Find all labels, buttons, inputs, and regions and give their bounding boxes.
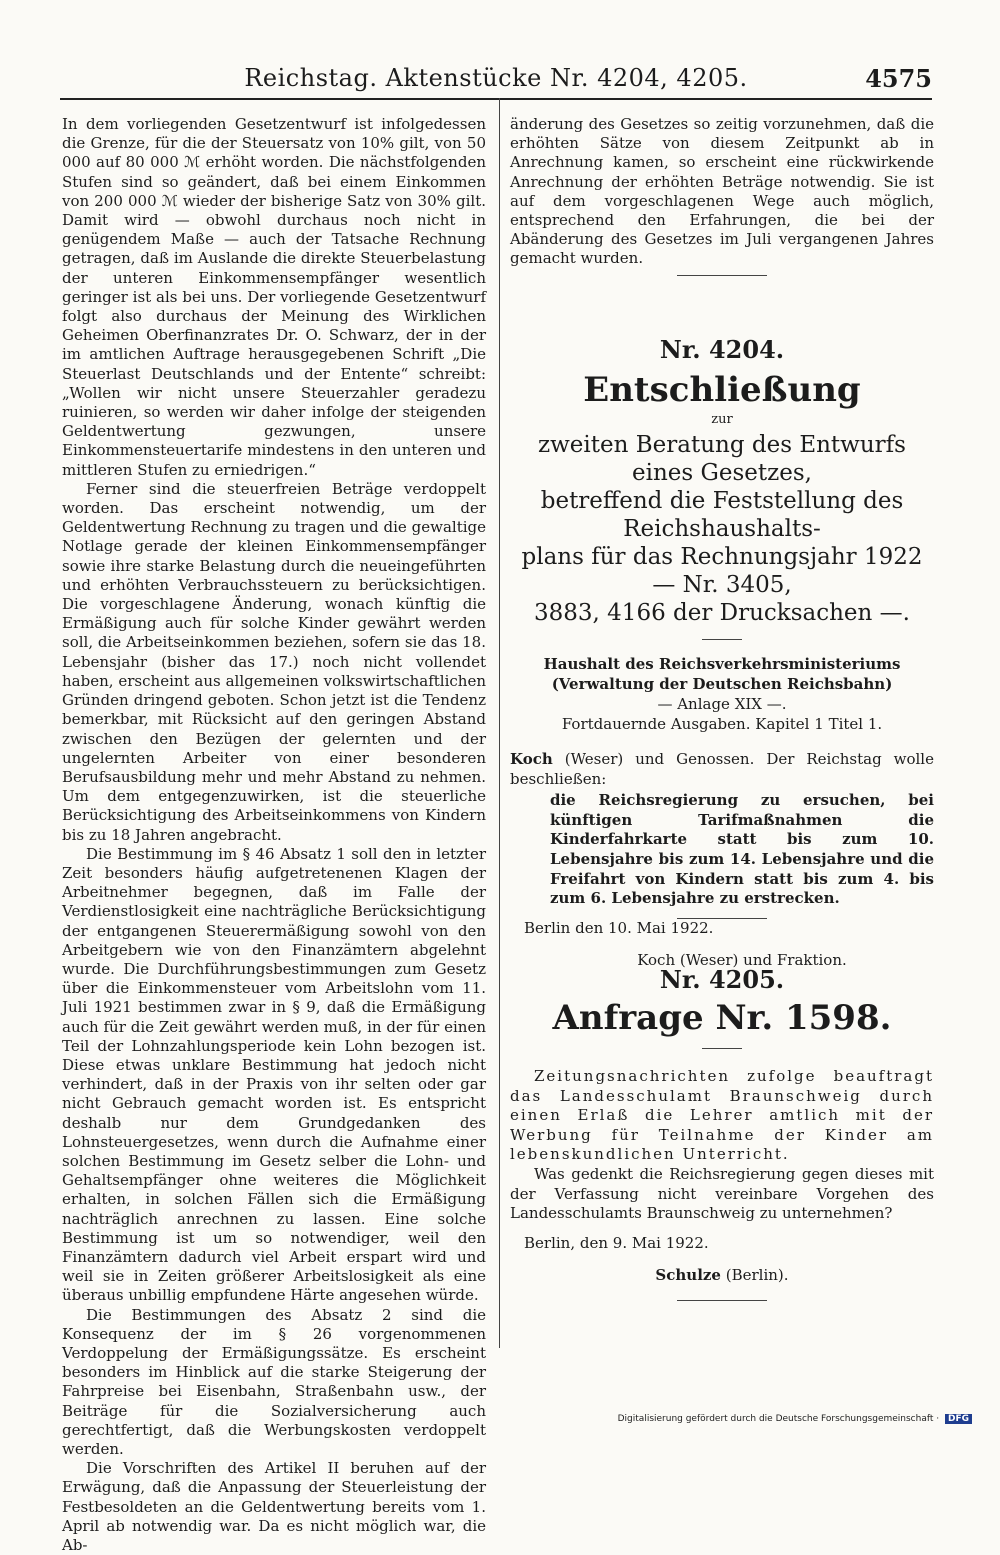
section-number: Nr. 4204.	[659, 335, 785, 364]
section-4204	[510, 335, 934, 970]
signature-place: (Berlin).	[725, 1266, 789, 1285]
motion-signature: Koch (Weser) und Fraktion.	[637, 951, 847, 970]
divider-2	[510, 918, 934, 919]
footer-text: Digitalisierung gefördert durch die Deutsche Forschungsgemeinschaft ·	[617, 1414, 940, 1424]
page-number: 4575	[865, 64, 932, 93]
inquiry-paragraph-2: Was gedenkt die Reichsregierung gegen dieses mit der Verfassung nicht vereinbare Vorgehen des Landesschulamts Braunschweig zu unternehmen?	[510, 1164, 934, 1223]
section-number-4205: Nr. 4205.	[659, 965, 785, 994]
right-paragraph-continuation: änderung des Gesetzes so zeitig vorzunehmen, daß die erhöhten Sätze von diesem Zeitpunkt ab in Anrechnung kamen, so erscheint eine rückwirkende Anrechnung der erhöhten Beträge notwendig. Sie ist auf dem vorgeschlagenen Wege auch möglich, entsprechend den Erfahrungen, die bei der Abänderung des Gesetzes im Juli vergangenen Jahres gemacht wurden.	[510, 115, 934, 268]
section-title: Entschließung	[583, 370, 861, 410]
section-4205	[510, 965, 934, 1285]
subtitle-line-4: 3883, 4166 der Drucksachen —.	[534, 600, 910, 626]
motion-date: Berlin den 10. Mai 1922.	[524, 918, 714, 937]
left-paragraph-2: Ferner sind die steuerfreien Beträge verdoppelt worden. Das erscheint notwendig, um der Geldentwertung Rechnung zu tragen und die gewaltige Notlage gerade der kleinen Einkommensempfänger sowie ihre starke Belastung durch die neueingeführten und erhöhten Verbrauchssteuern zu berücksichtigen. Die vorgeschlagene Änderung, wonach künftig die Ermäßigung auch für solche Kinder gewährt werden soll, die Arbeitseinkommen beziehen, sofern sie das 18. Lebensjahr (bisher das 17.) noch nicht vollendet haben, erscheint aus allgemeinen volkswirtschaftlichen Gründen dringend geboten. Schon jetzt ist die Tendenz bemerkbar, mit Rücksicht auf den geringen Abstand zwischen den Bezügen der gelernten und der ungelernten Arbeiter von einer besonderen Berufsausbildung mehr und mehr Abstand zu nehmen. Um dem entgegenzuwirken, ist die steuerliche Berücksichtigung des Arbeitseinkommens von Kindern bis zu 18 Jahren angebracht.	[62, 479, 486, 844]
section-title-4205: Anfrage Nr. 1598.	[552, 998, 892, 1038]
left-paragraph-4: Die Bestimmungen des Absatz 2 sind die Konsequenz der im § 26 vorgenommenen Verdoppelung der Ermäßigungssätze. Es erscheint besonders im Hinblick auf die starke Steigerung der Fahrpreise bei Eisenbahn, Straßenbahn usw., der Beiträge für die Sozialversicherung auch gerechtfertigt, daß die Werbungskosten verdoppelt werden.	[62, 1305, 486, 1459]
kapitel-line: Fortdauernde Ausgaben. Kapitel 1 Titel 1.	[561, 715, 883, 733]
header-title: Reichstag. Aktenstücke Nr. 4204, 4205.	[244, 64, 748, 92]
left-paragraph-1: In dem vorliegenden Gesetzentwurf ist infolgedessen die Grenze, für die der Steuersatz von 10% gilt, von 50 000 auf 80 000 ℳ erhöht worden. Die nächstfolgenden Stufen sind so geändert, daß bei einem Einkommen von 200 000 ℳ wieder der bisherige Satz von 30% gilt. Damit wird — obwohl durchaus noch nicht in genügendem Maße — auch der Tatsache Rechnung getragen, daß im Auslande die direkte Steuerbelastung der unteren Einkommensempfänger wesentlich geringer ist als bei uns. Der vorliegende Gesetzentwurf folgt also durchaus der Meinung des Wirklichen Geheimen Oberfinanzrates Dr. O. Schwarz, der in der im amtlichen Auftrage herausgegebenen Schrift „Die Steuerlast Deutschlands und der Entente“ schreibt: „Wollen wir nicht unsere Steuerzahler geradezu ruinieren, so werden wir daher infolge der steigenden Geldentwertung gezwungen, unsere Einkommensteuertarife mindestens in den unteren und mittleren Stufen zu erniedrigen.“	[62, 115, 486, 479]
section-zur: zur	[711, 412, 733, 427]
left-paragraph-5: Die Vorschriften des Artikel II beruhen auf der Erwägung, daß die Anpassung der Steuerleistung der Festbesoldeten an die Geldentwertung bereits vom 1. April ab notwendig war. Da es nicht möglich war, die Ab-	[62, 1459, 486, 1555]
column-divider	[499, 98, 500, 1348]
motion-body: die Reichsregierung zu ersuchen, bei künftigen Tarifmaßnahmen die Kinderfahrkarte statt bis zum 10. Lebensjahre bis zum 14. Lebensjahre und die Freifahrt von Kindern statt bis zum 4. bis zum 6. Lebensjahre zu erstrecken.	[550, 791, 934, 908]
subtitle-line-1: zweiten Beratung des Entwurfs eines Gesetzes,	[538, 432, 906, 486]
footer-credit	[618, 1414, 972, 1424]
motion-intro	[510, 750, 934, 789]
haushalt-heading: Haushalt des Reichsverkehrsministeriums	[543, 655, 901, 673]
subtitle-line-2: betreffend die Feststellung des Reichshaushalts-	[540, 488, 904, 542]
inquiry-signature	[510, 1265, 934, 1285]
motion-name: Koch	[510, 750, 553, 768]
divider-1	[510, 275, 934, 276]
signature-name: Schulze	[655, 1266, 721, 1285]
right-continuation	[510, 115, 934, 269]
anlage-line: — Anlage XIX —.	[657, 695, 787, 713]
subtitle-line-3: plans für das Rechnungsjahr 1922 — Nr. 3405,	[521, 544, 923, 598]
inquiry-paragraph-1: Zeitungsnachrichten zufolge beauftragt das Landesschulamt Braunschweig durch einen Erlaß die Lehrer amtlich mit der Werbung für Teilnahme der Kinder am lebenskundlichen Unterricht.	[510, 1067, 934, 1164]
left-paragraph-3: Die Bestimmung im § 46 Absatz 1 soll den in letzter Zeit besonders häufig aufgetretenenen Klagen der Arbeitnehmer begegnen, daß im Falle der Verdienstlosigkeit eine nachträgliche Berücksichtigung der entgangenen Steuerermäßigung sowohl von den Arbeitgebern wie von den Finanzämtern abgelehnt wurde. Die Durchführungsbestimmungen zum Gesetz über die Einkommensteuer vom Arbeitslohn vom 11. Juli 1921 bestimmen zwar in § 9, daß die Ermäßigung auch für die Zeit gewährt werden muß, in der für einen Teil der Lohnzahlungsperiode kein Lohn bezogen ist. Diese etwas unklare Bestimmung hat jedoch nicht verhindert, daß in der Praxis von ihr selten oder gar nicht Gebrauch gemacht worden ist. Es entspricht deshalb nur dem Grundgedanken des Lohnsteuergesetzes, wenn durch die Aufnahme einer solchen Bestimmung im Gesetz selber die Lohn- und Gehaltsempfänger ohne weiteres die Möglichkeit erhalten, in solchen Fällen sich die Ermäßigung nachträglich anrechnen zu lassen. Eine solche Bestimmung ist um so notwendiger, weil den Finanzämtern dadurch viel Arbeit erspart wird und weil sie in Zeiten größerer Arbeitslosigkeit als eine überaus unbillig empfundene Härte angesehen würde.	[62, 844, 486, 1305]
verwaltung-heading: (Verwaltung der Deutschen Reichsbahn)	[551, 675, 893, 693]
motion-text: (Weser) und Genossen. Der Reichstag wolle beschließen:	[510, 750, 934, 788]
inquiry-date: Berlin, den 9. Mai 1922.	[524, 1233, 709, 1252]
short-divider-4205	[702, 1048, 742, 1049]
page-header	[60, 62, 932, 100]
divider-3	[510, 1300, 934, 1301]
left-column	[62, 115, 486, 1555]
dfg-logo: DFG	[945, 1414, 972, 1424]
short-divider	[702, 639, 742, 640]
